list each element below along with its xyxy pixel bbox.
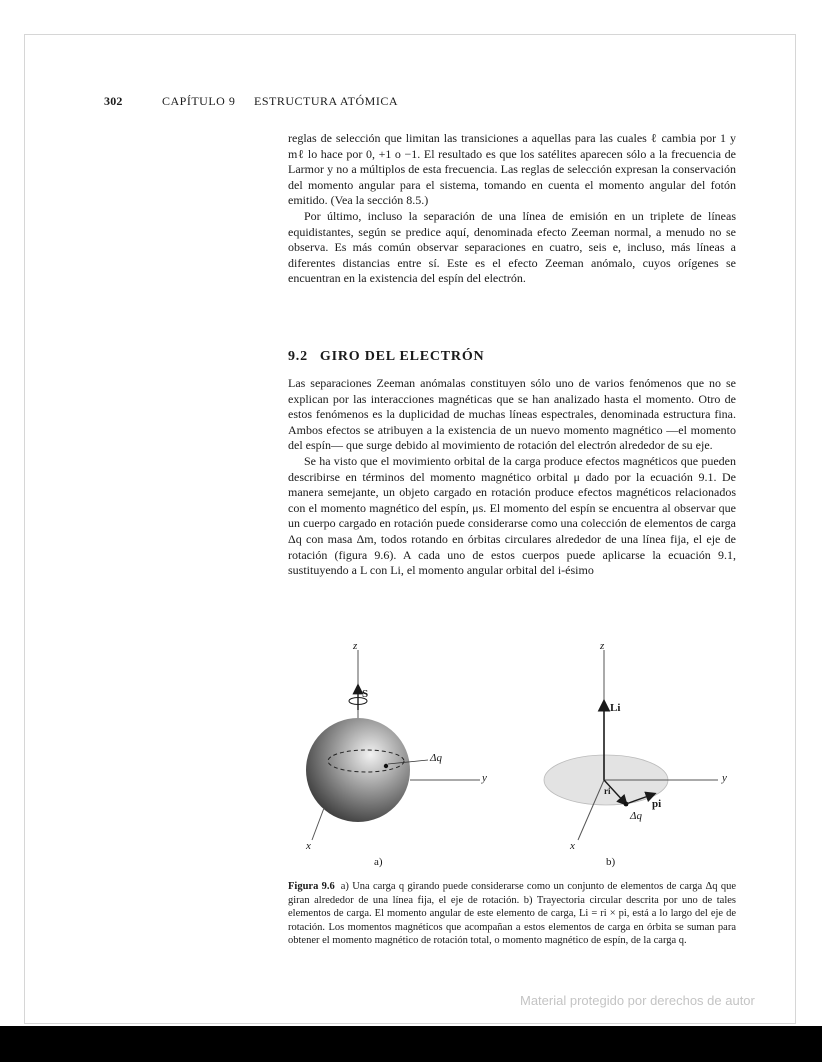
figure-diagram: [288, 640, 736, 880]
charge-label-b: Δq: [630, 810, 642, 822]
spin-label: S: [362, 688, 369, 700]
l-label: Li: [610, 702, 621, 714]
y-label-b: y: [722, 772, 727, 784]
r-label: ri: [604, 786, 611, 796]
y-label-a: y: [482, 772, 487, 784]
section-text: [288, 376, 736, 579]
page-number: 302: [104, 94, 123, 108]
charge-label-a: Δq: [430, 752, 442, 764]
caption-text: a) Una carga q girando puede considerarse como un conjunto de elementos de carga Δq que giran alrededor de una línea fija, el eje de rotación. b) Trayectoria circular descrita por uno de tales elementos de carga. El momento angular de este elemento de carga, Li = ri × pi, está a lo largo del eje de rotación. Los momentos magnéticos que acompañan a estos elementos de carga en órbita se suman para obtener el momento magnético de rotación total, o momento magnético de espín, de la carga q.: [288, 881, 736, 946]
x-axis-a: [312, 808, 324, 840]
paragraph: Las separaciones Zeeman anómalas constituyen sólo uno de varios fenómenos que no se explican por las interacciones magnéticas que se han analizado hasta el momento. Otro de estos fenómenos es la duplicidad de muchas líneas espectrales, denominada estructura fina. Ambos efectos se atribuyen a la existencia de un nuevo momento magnético —el momento del espín— que surge debido al movimiento de rotación del electrón alrededor de su eje.: [288, 376, 736, 453]
running-head: [104, 94, 744, 110]
watermark: Material protegido por derechos de autor: [520, 993, 755, 1008]
z-label-b: z: [600, 640, 605, 652]
panel-a-letter: a): [374, 856, 383, 868]
paragraph: reglas de selección que limitan las transiciones a aquellas para las cuales ℓ cambia por 1 y mℓ lo hace por 0, +1 o −1. El resultado es que los satélites aparecen sólo a la frecuencia de Larmor y no a múltiplos de esta frecuencia. Las reglas de selección expresan la conservación del momento angular para el sistema, tomando en cuenta el momento angular del fotón emitido. (Vea la sección 8.5.): [288, 131, 736, 208]
panel-a: [306, 650, 480, 840]
bottom-bar: [0, 1026, 822, 1062]
intro-text: [288, 131, 736, 287]
section-title: GIRO DEL ELECTRÓN: [319, 349, 485, 364]
paragraph: Por último, incluso la separación de una línea de emisión en un triplete de líneas equidistantes, según se predice aquí, denominada efecto Zeeman normal, a menudo no se observa. Es más común observar separaciones en cuatro, seis e, incluso, más líneas a diferentes distancias entre sí. Este es el efecto Zeeman anómalo, cuyos orígenes se encuentran en la existencia del espín del electrón.: [288, 208, 736, 286]
figure-caption: [288, 880, 736, 948]
paragraph: Se ha visto que el movimiento orbital de la carga produce efectos magnéticos que pueden describirse en términos del momento magnético orbital μ dado por la ecuación 9.1. De manera semejante, un objeto cargado en rotación produce efectos magnéticos relacionados con el momento magnético del espín, μs. El momento del espín se encuentra al observar que un cuerpo cargado en rotación puede considerarse como una colección de elementos de carga Δq con masa Δm, todos rotando en órbitas circulares alrededor de una línea fija, el eje de rotación (figura 9.6). A cada uno de estos cuerpos puede aplicarse la ecuación 9.1, sustituyendo a L con Li, el momento angular orbital del i-ésimo: [288, 453, 736, 578]
p-label: pi: [652, 798, 662, 810]
section-number: 9.2: [288, 349, 308, 364]
chapter-title: ESTRUCTURA ATÓMICA: [254, 94, 399, 108]
figure-9-6: [288, 640, 736, 880]
section-heading: [288, 349, 736, 365]
charge-element-a: [384, 764, 388, 768]
chapter-label: CAPÍTULO 9: [162, 94, 236, 108]
x-label-a: x: [306, 840, 311, 852]
charged-sphere: [306, 718, 410, 822]
panel-b-letter: b): [606, 856, 616, 868]
caption-number: Figura 9.6: [288, 881, 335, 892]
z-label-a: z: [353, 640, 358, 652]
x-label-b: x: [570, 840, 575, 852]
